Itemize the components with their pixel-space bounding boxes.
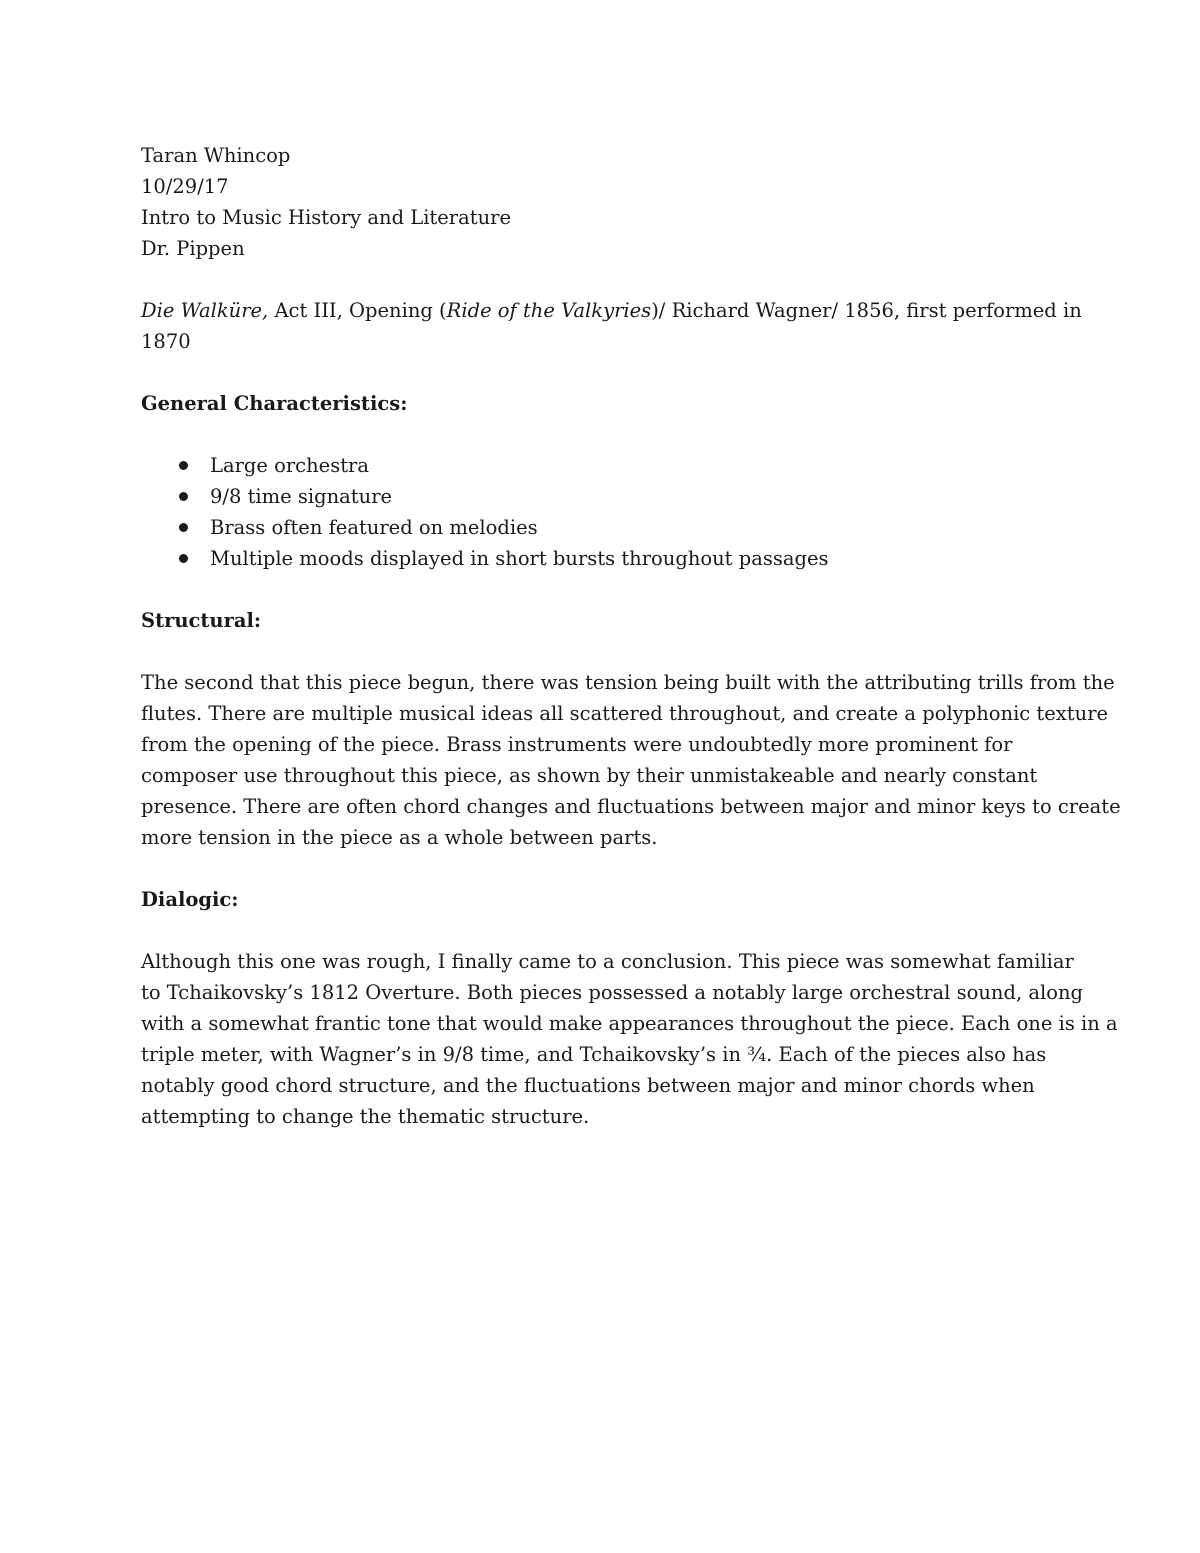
structural-heading: Structural: bbox=[141, 609, 262, 632]
act-text: Act III, Opening ( bbox=[268, 299, 447, 322]
list-item-text: 9/8 time signature bbox=[210, 485, 393, 508]
instructor-name: Dr. Pippen bbox=[141, 237, 245, 260]
paragraph-line: presence. There are often chord changes and fluctuations between major and minor keys to create bbox=[141, 795, 1121, 818]
paragraph-line: composer use throughout this piece, as shown by their unmistakeable and nearly constant bbox=[141, 764, 1038, 787]
characteristics-list bbox=[141, 450, 1071, 574]
piece-details: )/ Richard Wagner/ 1856, first performed in bbox=[651, 299, 1082, 322]
list-item bbox=[141, 450, 1071, 481]
bullet-icon bbox=[179, 461, 188, 470]
paragraph-line: flutes. There are multiple musical ideas all scattered throughout, and create a polyphonic texture bbox=[141, 702, 1109, 725]
paragraph-line: triple meter, with Wagner’s in 9/8 time, and Tchaikovsky’s in ¾. Each of the pieces also has bbox=[141, 1043, 1047, 1066]
bullet-icon bbox=[179, 492, 188, 501]
paragraph-line: Although this one was rough, I finally came to a conclusion. This piece was somewhat familiar bbox=[141, 950, 1074, 973]
list-item bbox=[141, 481, 1071, 512]
work-title: Die Walküre, bbox=[141, 299, 269, 322]
paragraph-line: to Tchaikovsky’s 1812 Overture. Both pieces possessed a notably large orchestral sound, along bbox=[141, 981, 1083, 1004]
list-item-text: Large orchestra bbox=[210, 454, 369, 477]
general-heading: General Characteristics: bbox=[141, 392, 408, 415]
paragraph-line: from the opening of the piece. Brass instruments were undoubtedly more prominent for bbox=[141, 733, 1013, 756]
piece-title-line bbox=[141, 295, 1082, 326]
structural-paragraph bbox=[141, 667, 1121, 853]
bullet-icon bbox=[179, 554, 188, 563]
list-item bbox=[141, 512, 1071, 543]
list-item-text: Brass often featured on melodies bbox=[210, 516, 538, 539]
list-item bbox=[141, 543, 1071, 574]
document-page bbox=[141, 140, 1121, 1132]
dialogic-paragraph bbox=[141, 946, 1118, 1132]
paragraph-line: with a somewhat frantic tone that would make appearances throughout the piece. Each one is in a bbox=[141, 1012, 1118, 1035]
paragraph-line: notably good chord structure, and the fluctuations between major and minor chords when bbox=[141, 1074, 1035, 1097]
list-item-text: Multiple moods displayed in short bursts throughout passages bbox=[210, 547, 829, 570]
date: 10/29/17 bbox=[141, 175, 229, 198]
course-name: Intro to Music History and Literature bbox=[141, 206, 512, 229]
paragraph-line: attempting to change the thematic structure. bbox=[141, 1105, 590, 1128]
piece-subtitle: Ride of the Valkyries bbox=[446, 299, 652, 322]
bullet-icon bbox=[179, 523, 188, 532]
dialogic-heading: Dialogic: bbox=[141, 888, 239, 911]
paragraph-line: The second that this piece begun, there was tension being built with the attributing trills from the bbox=[141, 671, 1115, 694]
paragraph-line: more tension in the piece as a whole between parts. bbox=[141, 826, 658, 849]
author-name: Taran Whincop bbox=[141, 144, 291, 167]
piece-year: 1870 bbox=[141, 330, 191, 353]
